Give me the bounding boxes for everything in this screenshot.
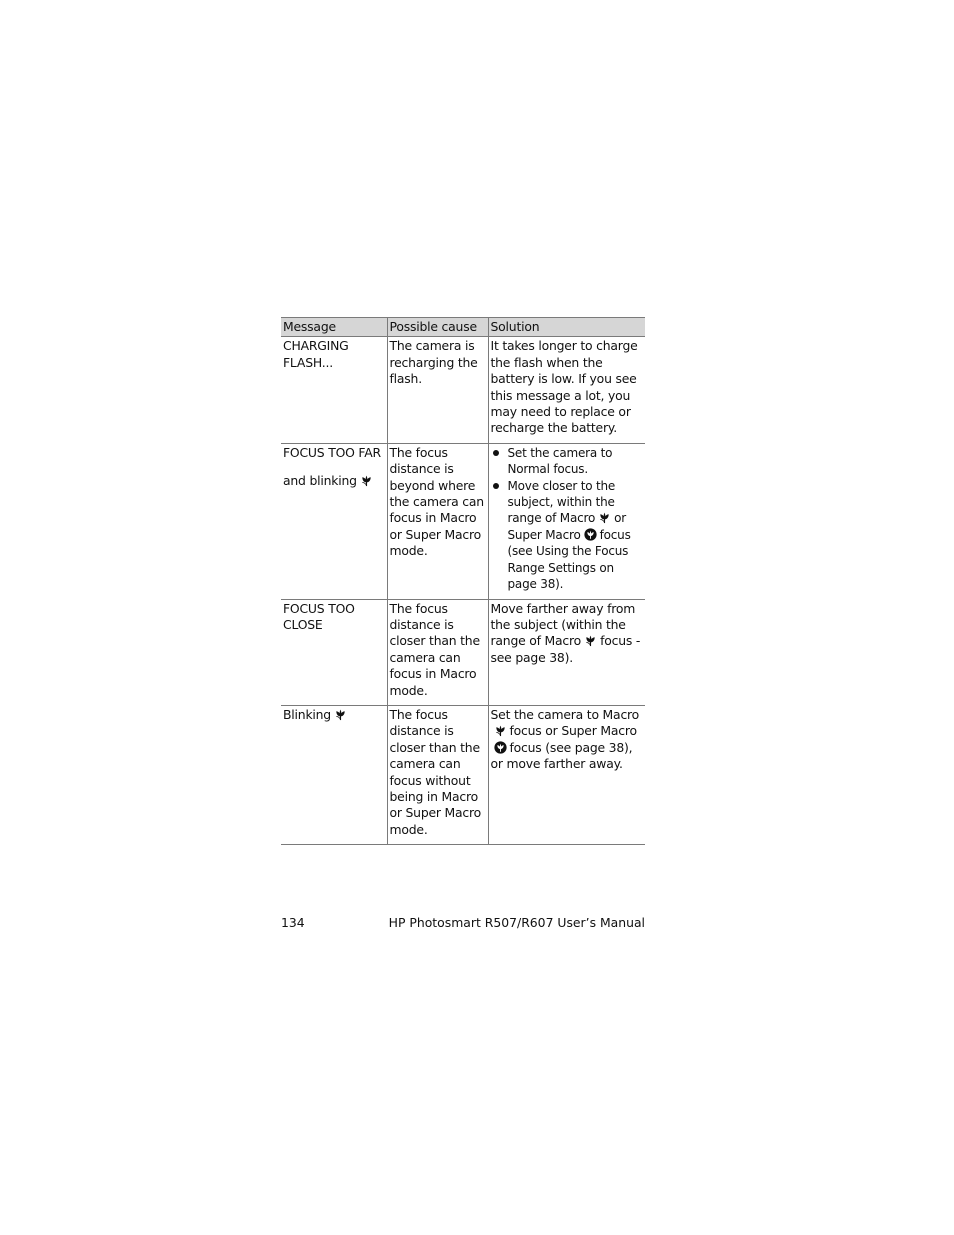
super-macro-flower-icon: [584, 528, 597, 541]
message-cell: [281, 705, 387, 844]
solution-text: or Super Macro: [507, 511, 626, 542]
header-message: Message: [281, 318, 387, 337]
solution-text: Move farther away from the subject (within the range of Macro: [490, 600, 636, 649]
cause-cell: The focus distance is closer than the camera can focus in Macro mode.: [387, 599, 488, 705]
manual-title: HP Photosmart R507/R607 User’s Manual: [388, 915, 645, 930]
solution-list: [491, 445, 644, 593]
message-cell: [281, 443, 387, 599]
macro-flower-icon: [584, 634, 597, 647]
header-possible-cause: Possible cause: [387, 318, 488, 337]
table-row: [281, 599, 645, 705]
solution-text: Set the camera to Macro: [490, 706, 640, 722]
cause-cell: The focus distance is closer than the camera can focus without being in Macro or Super Macro mode.: [387, 705, 488, 844]
cause-cell: The focus distance is beyond where the camera can focus in Macro or Super Macro mode.: [387, 443, 488, 599]
table-row: [281, 337, 645, 443]
super-macro-flower-icon: [494, 741, 507, 754]
solution-cell: It takes longer to charge the flash when the battery is low. If you see this message a lot, you may need to replace or recharge the battery.: [488, 337, 645, 443]
solution-cell: [488, 599, 645, 705]
cause-cell: The camera is recharging the flash.: [387, 337, 488, 443]
solution-cell: [488, 705, 645, 844]
list-item: [491, 478, 644, 593]
macro-flower-icon: [494, 724, 507, 737]
solution-text: focus (see Using the Focus Range Settings on page 38).: [507, 527, 631, 592]
message-text: Blinking: [283, 706, 331, 722]
macro-flower-icon: [598, 511, 611, 524]
solution-cell: [488, 443, 645, 599]
solution-text: focus or Super Macro: [509, 723, 637, 739]
solution-text: focus - see page 38).: [490, 633, 641, 665]
list-item: Set the camera to Normal focus.: [491, 445, 644, 478]
macro-flower-icon: [360, 474, 373, 487]
message-cell: FOCUS TOO CLOSE: [281, 599, 387, 705]
page-number: 134: [281, 915, 305, 930]
table-header-row: [281, 318, 645, 337]
header-solution: Solution: [488, 318, 645, 337]
solution-text: Move closer to the subject, within the range of Macro: [507, 478, 616, 526]
macro-flower-icon: [334, 708, 347, 721]
table-row: [281, 705, 645, 844]
message-cell: CHARGING FLASH...: [281, 337, 387, 443]
message-text: and blinking: [283, 473, 357, 489]
solution-text: focus (see page 38), or move farther away.: [490, 739, 633, 772]
error-message-table: [281, 317, 645, 845]
message-text: FOCUS TOO FAR: [283, 444, 381, 460]
table-row: [281, 443, 645, 599]
